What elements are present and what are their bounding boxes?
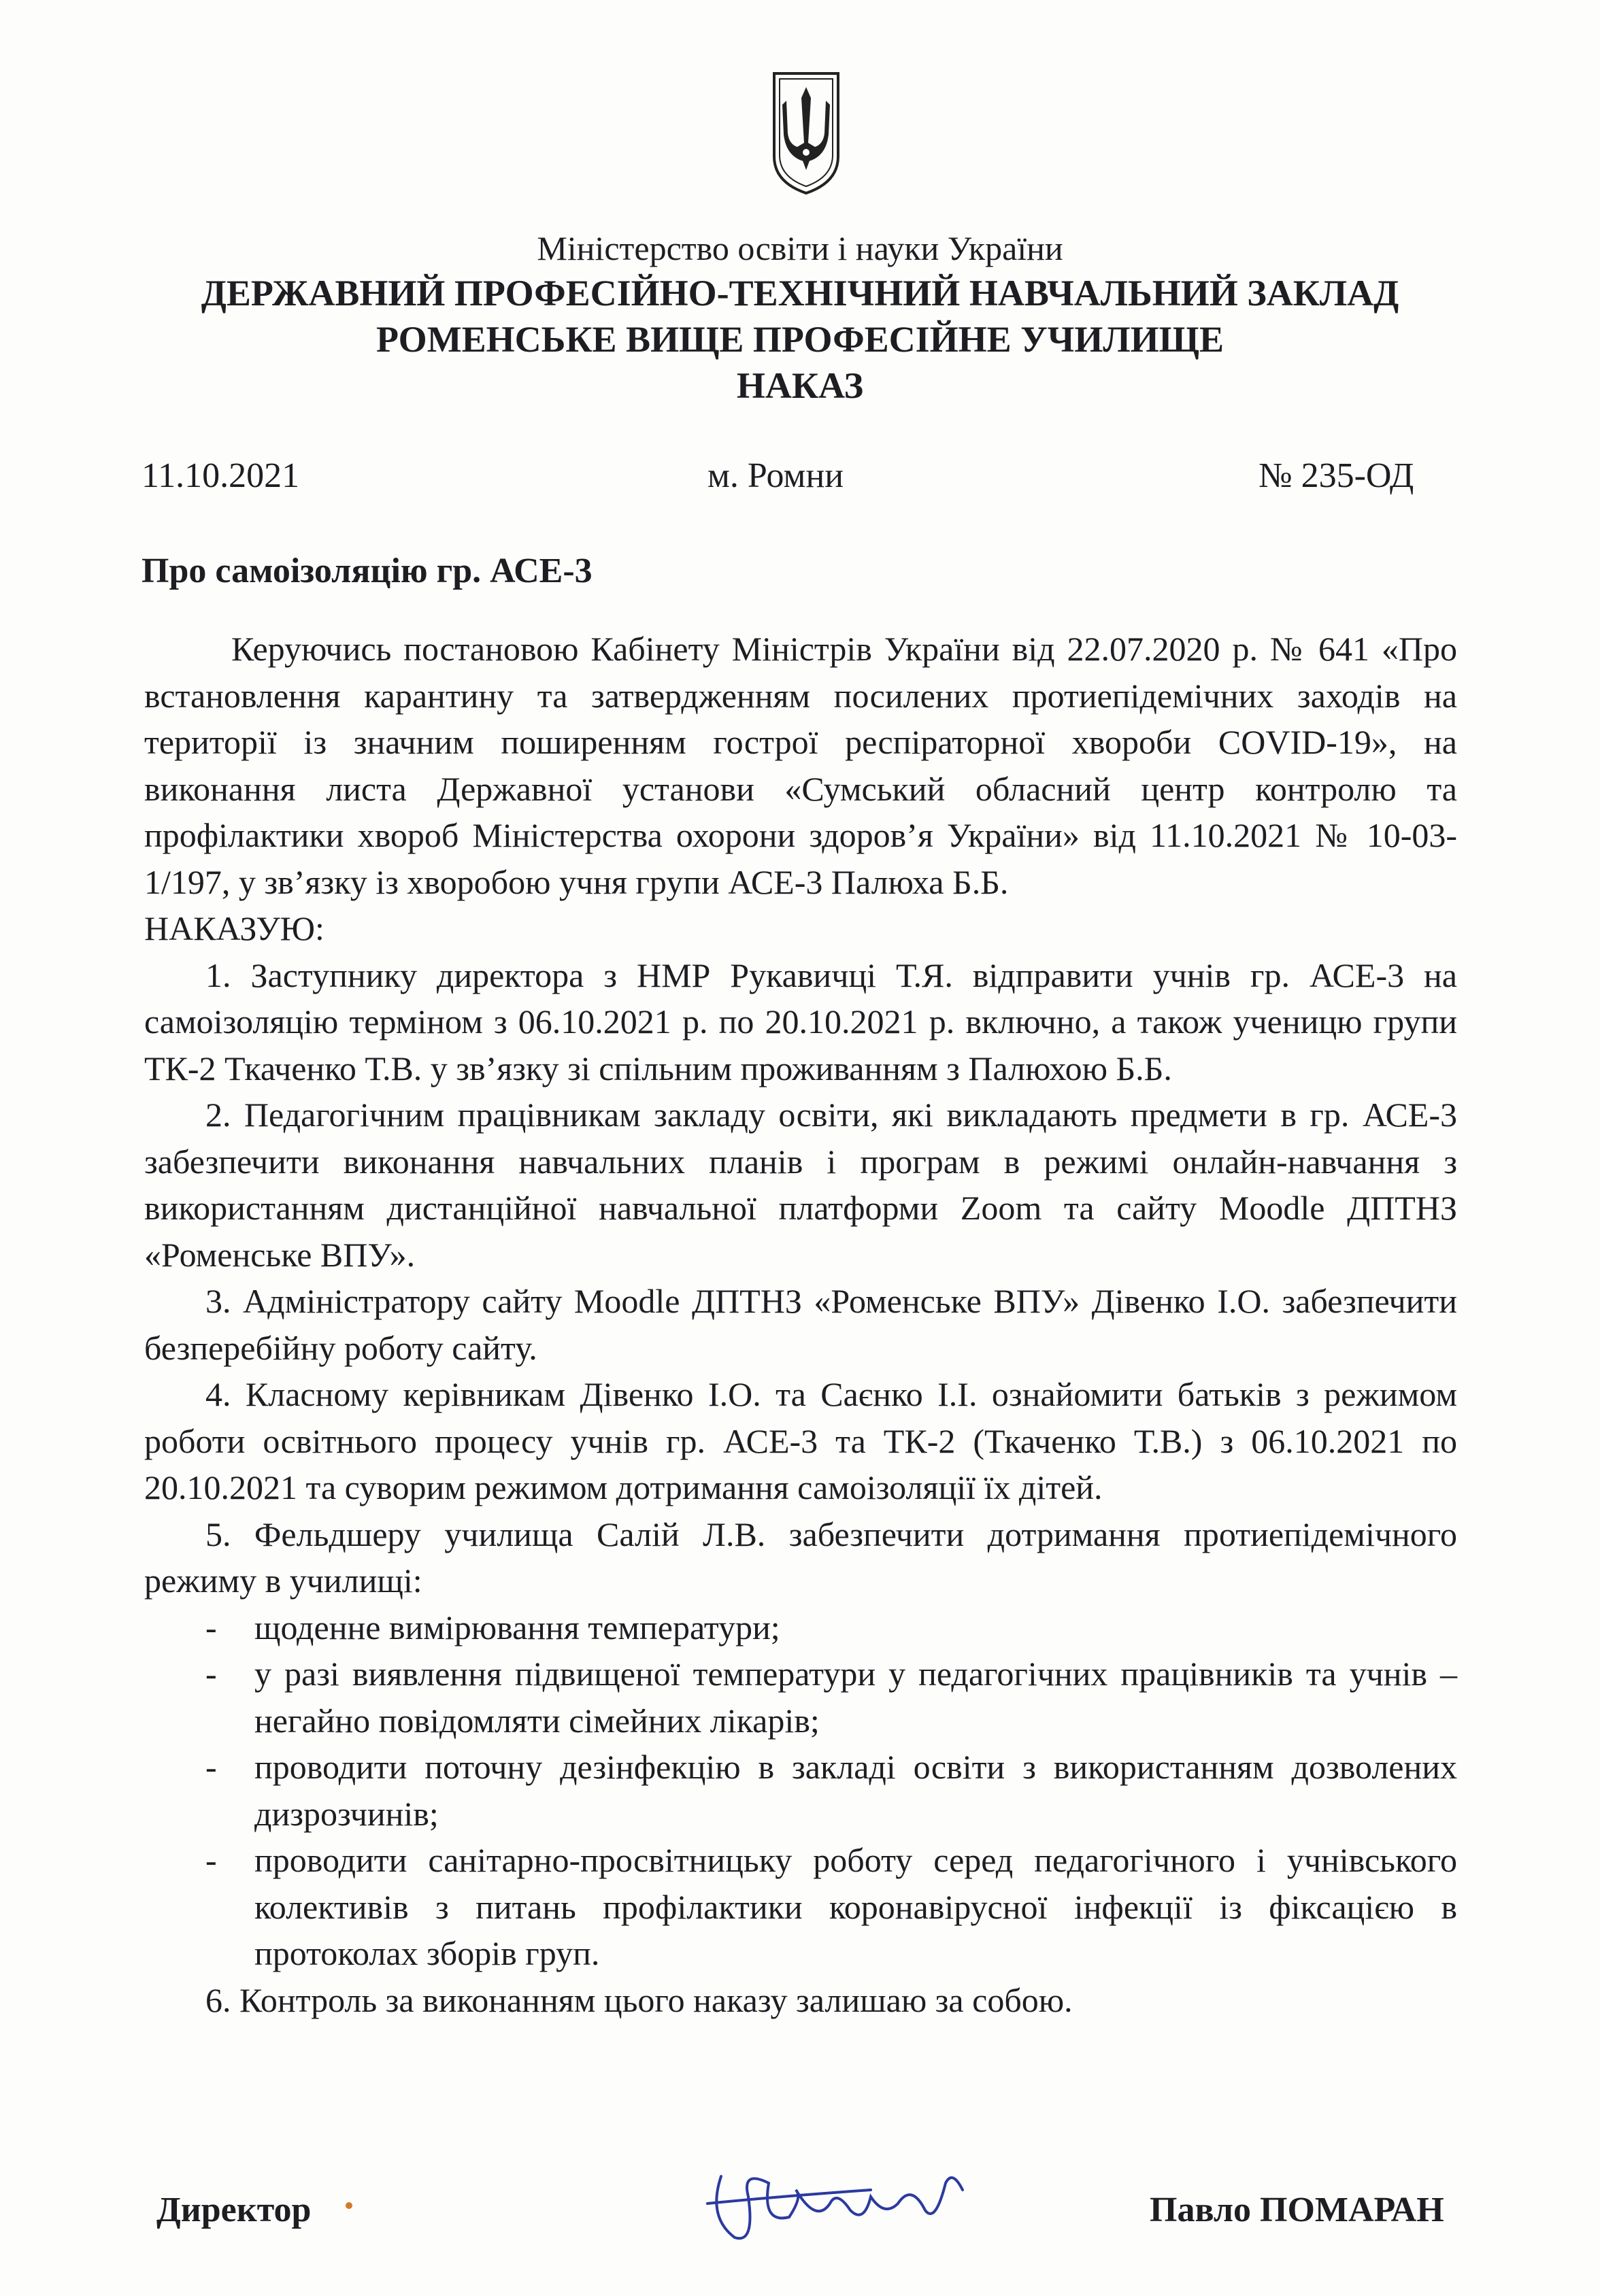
signatory-title: Директор — [156, 2191, 312, 2229]
signature-block — [0, 2176, 1600, 2258]
document-number: № 235-ОД — [1259, 456, 1414, 495]
handwritten-signature — [694, 2156, 980, 2258]
list-item: - проводити поточну дезінфекцію в закладі освіти з використанням дозволених дизрозчинів; — [144, 1744, 1457, 1837]
institution-name-line1: ДЕРЖАВНИЙ ПРОФЕСІЙНО-ТЕХНІЧНИЙ НАВЧАЛЬНИЙ ЗАКЛАД — [201, 273, 1399, 314]
intro-paragraph: Керуючись постановою Кабінету Міністрів України від 22.07.2020 р. № 641 «Про встановлення карантину та затвердженням посилених протиепідемічних заходів на території із значним поширенням гострої респіраторної хвороби COVID-19», на виконання листа Державної установи «Сумський обласний центр контролю та профілактики хвороб Міністерства охорони здоров’я України» від 11.10.2021 № 10-03-1/197, у зв’язку із хворобою учня групи АСЕ-3 Палюха Б.Б. — [144, 630, 1457, 901]
ink-dot — [346, 2202, 352, 2209]
document-subject: Про самоізоляцію гр. АСЕ-3 — [141, 552, 593, 590]
order-item-6: 6. Контроль за виконанням цього наказу залишаю за собою. — [205, 1980, 1073, 2019]
signatory-name: Павло ПОМАРАН — [1150, 2191, 1444, 2229]
bullet-marker: - — [205, 1841, 217, 1879]
document-date: 11.10.2021 — [141, 456, 300, 495]
bullet-marker: - — [205, 1748, 217, 1786]
document-body — [144, 626, 1457, 2023]
order-item-2: 2. Педагогічним працівникам закладу освіти, які викладають предмети в гр. АСЕ-3 забезпечити виконання навчальних планів і програм в режимі онлайн-навчання з використанням дистанційної навчальної платформи Zoom та сайту Moodle ДПТНЗ «Роменське ВПУ». — [144, 1096, 1457, 1274]
order-item-5: 5. Фельдшеру училища Салій Л.В. забезпечити дотримання протиепідемічного режиму в училищі: — [144, 1515, 1457, 1600]
bullet-marker: - — [205, 1655, 217, 1693]
document-city: м. Ромни — [707, 456, 844, 495]
list-item: - щоденне вимірювання температури; — [144, 1604, 1457, 1651]
institution-name-line2: РОМЕНСЬКЕ ВИЩЕ ПРОФЕСІЙНЕ УЧИЛИЩЕ — [376, 319, 1224, 360]
order-item-3: 3. Адміністратору сайту Moodle ДПТНЗ «Роменське ВПУ» Дівенко І.О. забезпечити безперебійну роботу сайту. — [144, 1282, 1457, 1367]
list-item: - у разі виявлення підвищеної температури у педагогічних працівників та учнів – негайно повідомляти сімейних лікарів; — [144, 1651, 1457, 1744]
document-type: НАКАЗ — [736, 365, 864, 406]
order-item-4: 4. Класному керівникам Дівенко І.О. та Саєнко І.І. ознайомити батьків з режимом роботи освітнього процесу учнів гр. АСЕ-3 та ТК-2 (Ткаченко Т.В.) з 06.10.2021 по 20.10.2021 та суворим режимом дотримання самоізоляції їх дітей. — [144, 1375, 1457, 1506]
bullet-marker: - — [205, 1608, 217, 1647]
ordering-word: НАКАЗУЮ: — [144, 909, 324, 947]
ministry-name: Міністерство освіти і науки України — [537, 229, 1063, 267]
order-item-1: 1. Заступнику директора з НМР Рукавичці Т.Я. відправити учнів гр. АСЕ-3 на самоізоляцію терміном з 06.10.2021 р. по 20.10.2021 р. включно, а також ученицю групи ТК-2 Ткаченко Т.В. у зв’язку зі спільним проживанням з Палюхою Б.Б. — [144, 956, 1457, 1087]
measures-list — [144, 1604, 1457, 1977]
trident-coat-of-arms-icon — [769, 68, 844, 197]
list-item: - проводити санітарно-просвітницьку роботу серед педагогічного і учнівського колективів з питань профілактики коронавірусної інфекції із фіксацією в протоколах зборів груп. — [144, 1837, 1457, 1977]
